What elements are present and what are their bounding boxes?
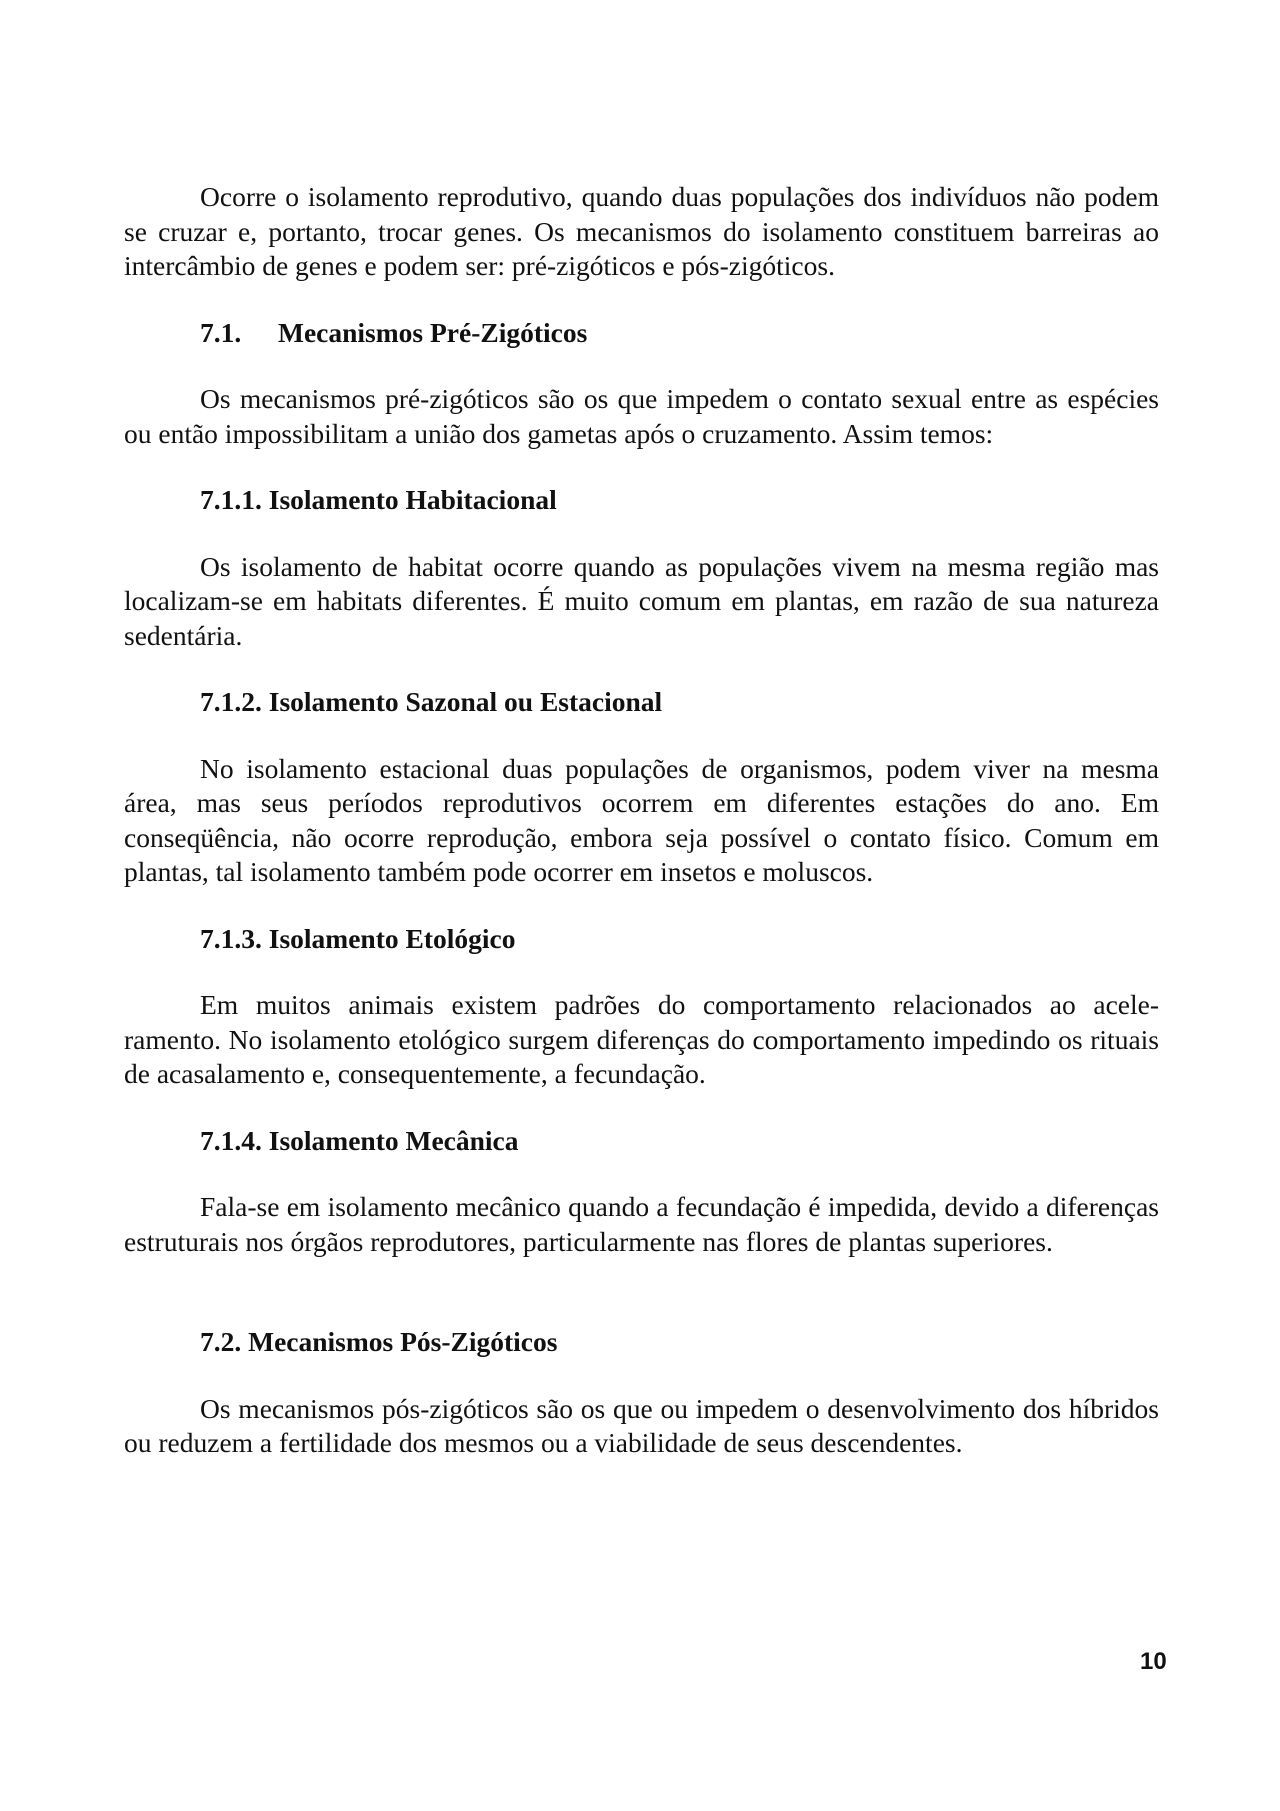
section-7-1-3-heading: 7.1.3. Isolamento Etológico — [200, 922, 516, 954]
section-7-1-3-paragraph: Em muitos animais existem padrões do comportamento relacionados ao acele-ramento. No isolamento etológico surgem diferenças do comportamento impedindo os rituais de acasalamento e, consequentemente, a fecundação. — [124, 989, 1159, 1089]
page-number: 10 — [1140, 1648, 1167, 1675]
section-7-1-1-paragraph: Os isolamento de habitat ocorre quando as populações vivem na mesma região mas localizam-se em habitats diferentes. É muito comum em plantas, em razão de sua natureza sedentária. — [124, 550, 1159, 651]
section-7-1-1-heading: 7.1.1. Isolamento Habitacional — [200, 484, 557, 515]
section-7-1-heading — [124, 316, 1159, 351]
section-7-1-title: Mecanismos Pré-Zigóticos — [278, 316, 588, 348]
section-7-1-4-paragraph: Fala-se em isolamento mecânico quando a fecundação é impedida, devido a diferenças estruturais nos órgãos reprodutores, particularmente nas flores de plantas superiores. — [124, 1191, 1159, 1257]
section-7-1-paragraph: Os mecanismos pré-zigóticos são os que impedem o contato sexual entre as espécies ou então impossibilitam a união dos gametas após o cruzamento. Assim temos: — [124, 383, 1159, 449]
section-7-1-2-heading: 7.1.2. Isolamento Sazonal ou Estacional — [200, 686, 663, 717]
section-7-2-paragraph: Os mecanismos pós-zigóticos são os que ou impedem o desenvolvimento dos híbridos ou reduzem a fertilidade dos mesmos ou a viabilidade de seus descendentes. — [124, 1392, 1159, 1458]
intro-paragraph: Ocorre o isolamento reprodutivo, quando duas populações dos indivíduos não podem se cruzar e, portanto, trocar genes. Os mecanismos do isolamento constituem barreiras ao intercâmbio de genes e podem ser: pré-zigóticos e pós-zigóticos. — [124, 181, 1159, 281]
section-7-1-2-paragraph: No isolamento estacional duas populações de organismos, podem viver na mesma área, mas seus períodos reprodutivos ocorrem em diferentes estações do ano. Em conseqüência, não ocorre reprodução, embora seja possível o contato físico. Comum em plantas, tal isolamento também pode ocorrer em insetos e moluscos. — [124, 752, 1159, 887]
document-page — [124, 180, 1159, 1461]
section-7-1-number: 7.1. — [200, 316, 242, 348]
section-7-2-heading: 7.2. Mecanismos Pós-Zigóticos — [200, 1326, 558, 1357]
section-7-1-4-heading: 7.1.4. Isolamento Mecânica — [200, 1124, 519, 1156]
